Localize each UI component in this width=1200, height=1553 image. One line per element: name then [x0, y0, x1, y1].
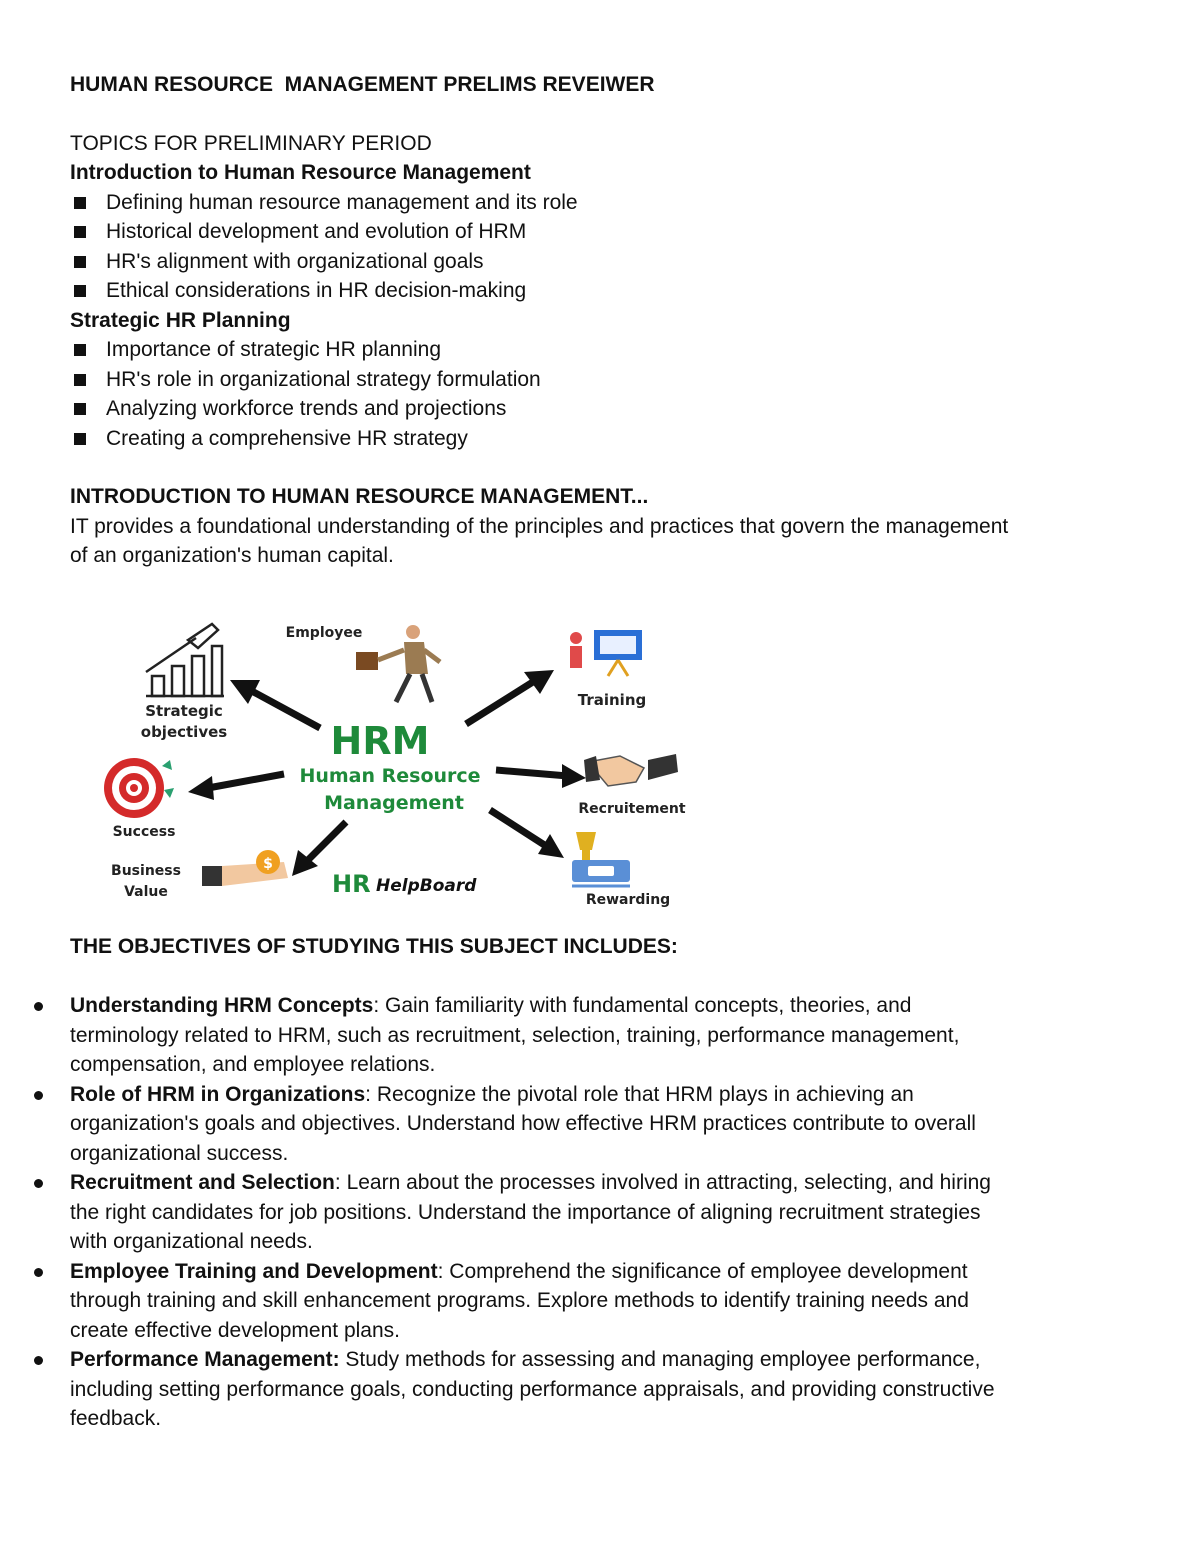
square-bullet-icon	[74, 256, 86, 268]
list-item: Importance of strategic HR planning	[70, 335, 1130, 365]
objectives-heading: THE OBJECTIVES OF STUDYING THIS SUBJECT INCLUDES:	[70, 935, 678, 958]
round-bullet-icon	[34, 1002, 43, 1011]
diagram-label-rewarding: Rewarding	[585, 892, 671, 908]
list-item: Ethical considerations in HR decision-making	[70, 276, 1130, 306]
objective-item: Performance Management: Study methods for assessing and managing employee performance, including setting performance goals, conducting performance appraisals, and providing constructive feedback.	[70, 1345, 1130, 1434]
diagram-label-training: Training	[577, 691, 647, 709]
objective-item: Understanding HRM Concepts: Gain familiarity with fundamental concepts, theories, and terminology related to HRM, such as recruitment, selection, training, performance management, compensation, and employee relations.	[70, 991, 1130, 1080]
list-item: Analyzing workforce trends and projections	[70, 394, 1130, 424]
diagram-label-employee: Employee	[285, 625, 363, 641]
square-bullet-icon	[74, 433, 86, 445]
diagram-label-strategic: Strategic	[145, 702, 223, 720]
objective-item: Role of HRM in Organizations: Recognize the pivotal role that HRM plays in achieving an organization's goals and objectives. Understand how effective HRM practices contribute to overall organizational success.	[70, 1080, 1130, 1169]
objective-term: Employee Training and Development	[70, 1259, 438, 1283]
square-bullet-icon	[74, 226, 86, 238]
round-bullet-icon	[34, 1268, 43, 1277]
diagram-label-business: Business	[111, 863, 181, 879]
diagram-label-success: Success	[112, 824, 176, 840]
spacer	[70, 453, 1130, 482]
section-heading-intro: Introduction to Human Resource Management	[70, 161, 531, 184]
round-bullet-icon	[34, 1356, 43, 1365]
list-item: HR's alignment with organizational goals	[70, 247, 1130, 277]
square-bullet-icon	[74, 374, 86, 386]
helpboard-logo-hr: HR	[332, 870, 371, 898]
objective-term: Understanding HRM Concepts	[70, 994, 374, 1017]
document-page	[70, 70, 1130, 571]
objective-term: Recruitment and Selection	[70, 1171, 335, 1194]
section-heading-strategic: Strategic HR Planning	[70, 308, 291, 332]
diagram-label-value: Value	[124, 884, 168, 900]
list-item: HR's role in organizational strategy formulation	[70, 365, 1130, 395]
document-title: HUMAN RESOURCE MANAGEMENT PRELIMS REVEIWER	[70, 73, 655, 96]
square-bullet-icon	[74, 344, 86, 356]
objective-item: Recruitment and Selection: Learn about the processes involved in attracting, selecting, and hiring the right candidates for job positions. Understand the importance of aligning recruitment strategies with organizational needs.	[70, 1168, 1130, 1257]
objective-term: Performance Management:	[70, 1348, 340, 1371]
objective-item: Employee Training and Development: Comprehend the significance of employee development through training and skill enhancement programs. Explore methods to identify training needs and create effective development plans.	[70, 1257, 1130, 1346]
square-bullet-icon	[74, 403, 86, 415]
diagram-center-sub1: Human Resource	[299, 765, 481, 787]
list-item: Defining human resource management and its role	[70, 188, 1130, 218]
list-item: Creating a comprehensive HR strategy	[70, 424, 1130, 454]
diagram-label-recruitement: Recruitement	[578, 801, 686, 817]
objectives-list	[70, 991, 1130, 1434]
intro-paragraph-line: of an organization's human capital.	[70, 544, 394, 567]
intro-heading: INTRODUCTION TO HUMAN RESOURCE MANAGEMENT...	[70, 485, 649, 508]
objective-term: Role of HRM in Organizations	[70, 1082, 366, 1106]
round-bullet-icon	[34, 1091, 43, 1100]
hrm-diagram	[88, 610, 688, 920]
round-bullet-icon	[34, 1179, 43, 1188]
diagram-center-sub2: Management	[324, 792, 464, 814]
spacer	[70, 100, 1130, 129]
diagram-label-objectives: objectives	[140, 723, 228, 741]
square-bullet-icon	[74, 285, 86, 297]
topics-heading: TOPICS FOR PRELIMINARY PERIOD	[70, 131, 432, 155]
square-bullet-icon	[74, 197, 86, 209]
diagram-center-title: HRM	[330, 719, 430, 763]
helpboard-logo-text: HelpBoard	[376, 876, 477, 896]
list-item: Historical development and evolution of HRM	[70, 217, 1130, 247]
intro-paragraph-line: IT provides a foundational understanding of the principles and practices that govern the management	[70, 514, 1009, 538]
svg-text:$: $	[263, 856, 273, 872]
